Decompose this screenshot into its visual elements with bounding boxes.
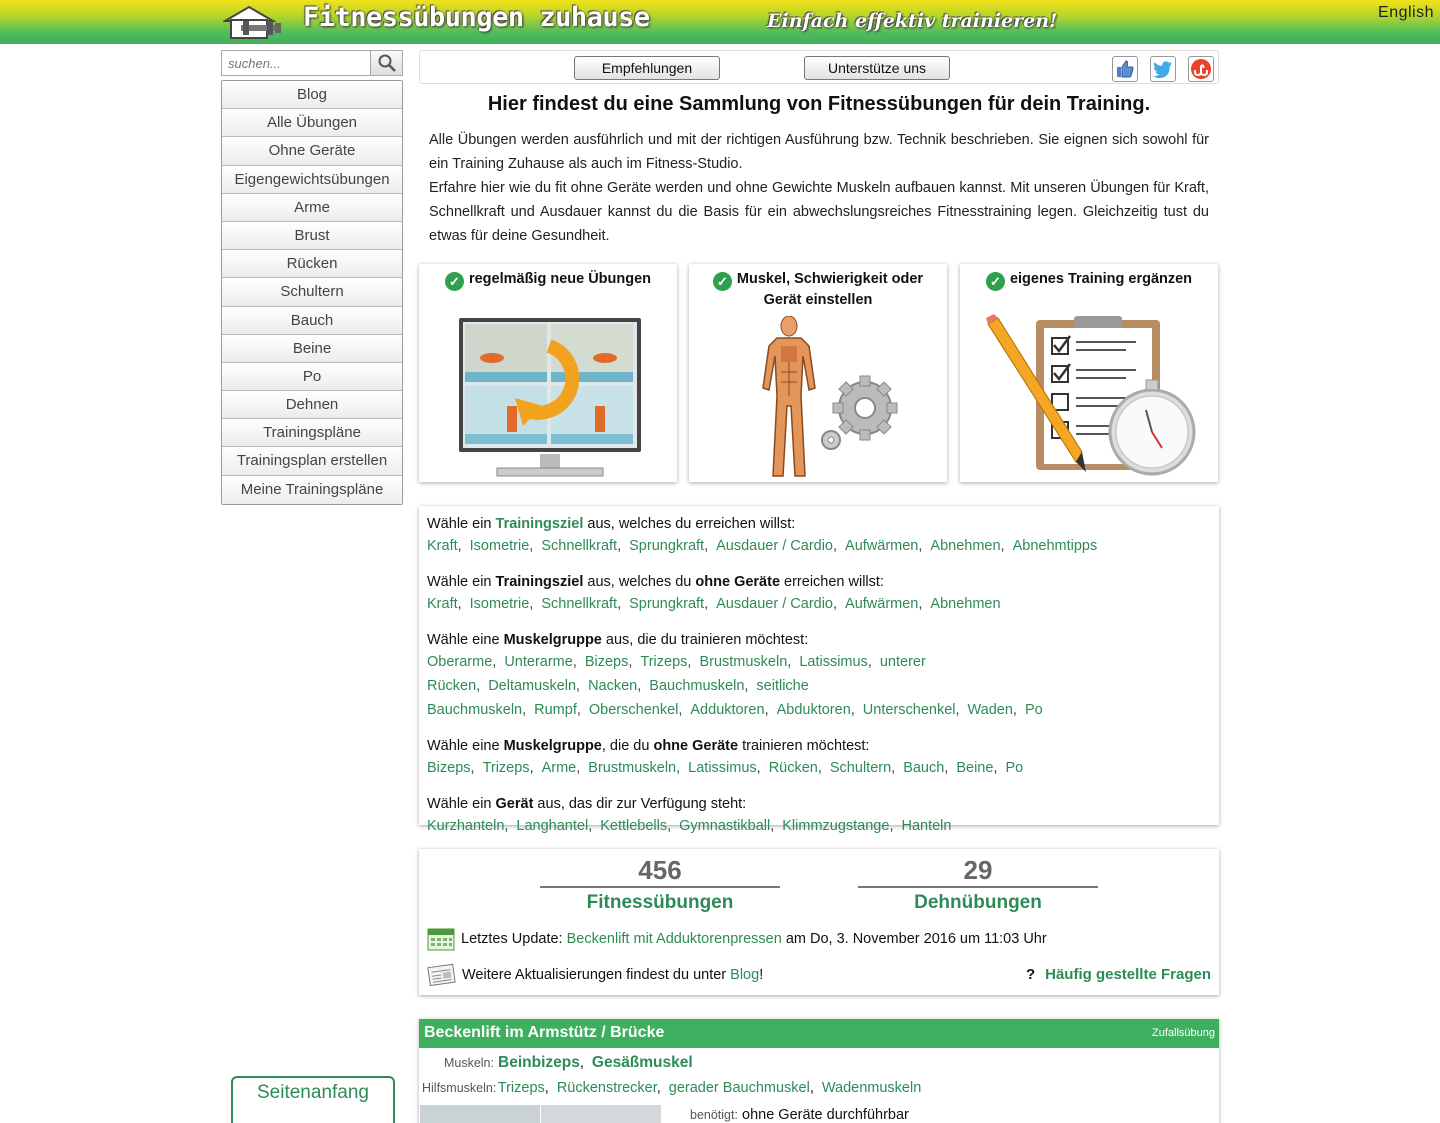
goal-option-link[interactable]: Bizeps (427, 760, 471, 776)
link-separator: , (457, 596, 462, 612)
link-separator: , (770, 818, 775, 834)
goal-block (427, 630, 1211, 722)
link-separator: , (504, 818, 509, 834)
feature-card-settings[interactable] (689, 264, 947, 482)
link-separator: , (1012, 702, 1017, 718)
aux-muscle-link[interactable]: Rückenstrecker (556, 1080, 657, 1096)
checkmark-icon: ✓ (445, 272, 464, 291)
goal-option-link[interactable]: Sprungkraft (629, 596, 705, 612)
goal-option-link[interactable]: Isometrie (469, 596, 530, 612)
link-separator: , (529, 596, 534, 612)
goal-option-link[interactable]: Rücken (768, 760, 818, 776)
last-update-row (427, 927, 1047, 951)
faq-link-row[interactable] (1026, 966, 1211, 983)
link-separator: , (787, 654, 792, 670)
goal-option-link[interactable]: Ausdauer / Cardio (716, 538, 833, 554)
like-button[interactable] (1112, 56, 1138, 82)
muscle-body-gear-icon (747, 316, 907, 480)
goal-option-link[interactable]: Rumpf (534, 702, 577, 718)
needed-value: ohne Geräte durchführbar (742, 1107, 909, 1123)
sidebar-item-ruecken[interactable]: Rücken (222, 250, 402, 278)
goal-option-link[interactable]: Abnehmen (930, 596, 1001, 612)
goal-option-link[interactable]: Trizeps (482, 760, 530, 776)
goal-option-link[interactable]: Bizeps (584, 654, 629, 670)
goal-option-link[interactable]: Brustmuskeln (699, 654, 788, 670)
goal-option-link[interactable]: Bauch (903, 760, 945, 776)
update-prefix: Letztes Update: (461, 931, 567, 947)
checkmark-icon: ✓ (713, 272, 732, 291)
goal-option-link[interactable]: Trizeps (640, 654, 688, 670)
feature-title-text: Muskel, Schwierigkeit oder Gerät einstellen (736, 271, 924, 308)
sidebar-item-beine[interactable]: Beine (222, 335, 402, 363)
link-separator: , (833, 596, 838, 612)
goal-option-link[interactable]: Aufwärmen (845, 538, 919, 554)
goal-links (427, 650, 1211, 722)
goal-option-link[interactable]: Gymnastikball (679, 818, 771, 834)
link-separator: , (756, 760, 761, 776)
goal-option-link[interactable]: Bauchmuskeln (649, 678, 745, 694)
goal-option-link[interactable]: Unterarme (504, 654, 573, 670)
update-suffix: am Do, 3. November 2016 um 11:03 Uhr (781, 931, 1047, 947)
goal-selector-panel (419, 506, 1219, 834)
exercise-title-link[interactable]: Beckenlift im Armstütz / Brücke (424, 1024, 665, 1041)
goal-option-link[interactable]: Klimmzugstange (782, 818, 890, 834)
recommendations-button[interactable]: Empfehlungen (574, 56, 720, 80)
link-separator: , (572, 654, 577, 670)
goal-option-link[interactable]: seitliche Bauchmuskeln (427, 678, 809, 718)
goal-heading: Wähle eine Muskelgruppe aus, die du trainieren möchtest: (427, 632, 809, 648)
stat-stretches-count: 29 (858, 855, 1098, 888)
goal-option-link[interactable]: Kraft (427, 538, 458, 554)
link-separator: , (867, 654, 872, 670)
goal-option-link[interactable]: Waden (967, 702, 1013, 718)
page-headline: Hier findest du eine Sammlung von Fitnessübungen für dein Training. (487, 93, 1151, 115)
goal-option-link[interactable]: Schultern (829, 760, 892, 776)
sidebar-item-trainingsplaene[interactable]: Trainingspläne (222, 419, 402, 447)
link-separator: , (676, 760, 681, 776)
aux-muscle-link[interactable]: Wadenmuskeln (821, 1080, 922, 1096)
twitter-icon (1152, 59, 1174, 79)
link-separator: , (833, 538, 838, 554)
goal-option-link[interactable]: Beine (956, 760, 994, 776)
link-separator: , (576, 760, 581, 776)
goal-links (427, 534, 1211, 558)
goal-option-link[interactable]: Latissimus (688, 760, 757, 776)
goal-links (427, 814, 1211, 838)
sidebar-item-eigengewicht[interactable]: Eigengewichtsübungen (222, 166, 402, 194)
goal-option-link[interactable]: Unterschenkel (862, 702, 956, 718)
link-separator: , (891, 760, 896, 776)
search-box (221, 50, 403, 76)
link-separator: , (529, 760, 534, 776)
link-separator: , (704, 596, 709, 612)
stat-exercises-count: 456 (540, 855, 780, 888)
link-separator: , (704, 538, 709, 554)
link-separator: , (744, 678, 749, 694)
goal-option-link[interactable]: Oberarme (427, 654, 493, 670)
goal-heading: Wähle ein Trainingsziel aus, welches du erreichen willst: (427, 516, 796, 532)
muscle-link[interactable]: Gesäßmuskel (591, 1054, 693, 1071)
stumbleupon-icon (1190, 58, 1212, 80)
goal-block (427, 572, 1211, 616)
calendar-icon (427, 927, 455, 951)
link-separator: , (817, 760, 822, 776)
link-separator: , (470, 760, 475, 776)
goal-option-link[interactable]: Kraft (427, 596, 458, 612)
sidebar-item-alle-uebungen[interactable]: Alle Übungen (222, 109, 402, 137)
goal-heading: Wähle ein Trainingsziel aus, welches du ohne Geräte erreichen willst: (427, 574, 884, 590)
header-bar (0, 0, 1440, 44)
aux-muscle-link[interactable]: gerader Bauchmuskel (668, 1080, 810, 1096)
link-separator: , (457, 538, 462, 554)
goal-option-link[interactable]: Kettlebells (600, 818, 668, 834)
search-input[interactable] (221, 50, 371, 76)
sidebar-item-blog[interactable]: Blog (222, 81, 402, 109)
sidebar-item-po[interactable]: Po (222, 363, 402, 391)
blog-suffix: ! (759, 967, 764, 983)
goal-block (427, 736, 1211, 780)
stats-panel (419, 849, 1219, 995)
link-separator: , (918, 596, 923, 612)
goal-option-link[interactable]: Nacken (588, 678, 638, 694)
aux-muscles-row: Hilfsmuskeln: Trizeps, Rückenstrecker, gerader Bauchmuskel, Wadenmuskeln (422, 1080, 922, 1096)
faq-link[interactable]: Häufig gestellte Fragen (1045, 966, 1211, 983)
goal-option-link[interactable]: Langhantel (516, 818, 589, 834)
site-slogan: Einfach effektiv trainieren! (767, 10, 1058, 32)
sidebar-item-bauch[interactable]: Bauch (222, 307, 402, 335)
goal-option-link[interactable]: Deltamuskeln (488, 678, 577, 694)
newspaper-icon (427, 963, 457, 987)
intro-paragraph: Erfahre hier wie du fit ohne Geräte werden und ohne Gewichte Muskeln aufbauen kannst. Mit unseren Übungen für Kraft, Schnellkraft und Ausdauer kannst du die Basis für ein abwechslungsreiches Fitnesstraining legen. Gleichzeitig tust du etwas für deine Gesundheit. (429, 180, 1209, 244)
exercise-title-bar (419, 1019, 1219, 1048)
goal-option-link[interactable]: Oberschenkel (588, 702, 679, 718)
link-separator: , (889, 818, 894, 834)
intro-text (429, 128, 1209, 248)
action-bar (419, 50, 1219, 84)
feature-card-own-training[interactable] (960, 264, 1218, 482)
link-separator: , (628, 654, 633, 670)
link-separator: , (667, 818, 672, 834)
goal-option-link[interactable]: Arme (541, 760, 577, 776)
feature-title-text: regelmäßig neue Übungen (468, 271, 652, 287)
sidebar-item-arme[interactable]: Arme (222, 194, 402, 222)
link-separator: , (637, 678, 642, 694)
goal-key-link[interactable]: Trainingsziel (495, 516, 584, 532)
goal-block (427, 794, 1211, 838)
sidebar-item-brust[interactable]: Brust (222, 222, 402, 250)
goal-option-link[interactable]: Schnellkraft (541, 596, 618, 612)
goal-option-link[interactable]: Abduktoren (776, 702, 851, 718)
muscles-label: Muskeln: (443, 1056, 494, 1070)
goal-option-link[interactable]: Aufwärmen (845, 596, 919, 612)
stat-stretches-label[interactable]: Dehnübungen (914, 892, 1042, 913)
exercise-thumbnail[interactable] (420, 1105, 540, 1123)
link-separator: , (918, 538, 923, 554)
goal-option-link[interactable]: unterer Rücken (427, 654, 926, 694)
feature-card-title (960, 270, 1218, 291)
goal-option-link[interactable]: Adduktoren (690, 702, 765, 718)
back-to-top-button[interactable]: Seitenanfang (231, 1076, 395, 1123)
like-icon (1115, 59, 1135, 79)
aux-muscles-label: Hilfsmuskeln: (422, 1081, 497, 1095)
feature-card-title (419, 270, 677, 291)
stat-exercises-label[interactable]: Fitnessübungen (586, 892, 734, 913)
question-mark-icon: ? (1025, 966, 1036, 983)
link-separator: , (993, 760, 998, 776)
blog-row (427, 963, 763, 987)
link-separator: , (617, 538, 622, 554)
sidebar-item-trainingsplan-erstellen[interactable]: Trainingsplan erstellen (222, 447, 402, 475)
link-separator: , (850, 702, 855, 718)
intro-paragraph: Alle Übungen werden ausführlich und mit der richtigen Ausführung bzw. Technik beschrieben. Sie eignen sich sowohl für ein Training Zuhause als auch im Fitness-Studio. (429, 132, 1209, 172)
goal-links (427, 592, 1211, 616)
site-title[interactable]: Fitnessübungen zuhause (303, 2, 650, 33)
twitter-button[interactable] (1150, 56, 1176, 82)
sidebar-nav (221, 80, 403, 505)
link-separator: , (576, 678, 581, 694)
feature-title-text: eigenes Training ergänzen (1009, 271, 1193, 287)
feature-card-title (689, 270, 947, 310)
random-exercise-panel (419, 1019, 1219, 1123)
link-separator: , (476, 678, 481, 694)
monitor-exercises-icon (457, 316, 643, 480)
link-separator: , (1000, 538, 1005, 554)
stat-exercises[interactable] (540, 855, 780, 914)
link-separator: , (678, 702, 683, 718)
sidebar-item-meine-trainingsplaene[interactable]: Meine Trainingspläne (222, 476, 402, 504)
goal-heading: Wähle ein Gerät aus, das dir zur Verfügung steht: (427, 796, 747, 812)
goal-option-link[interactable]: Isometrie (469, 538, 530, 554)
goal-option-link[interactable]: Sprungkraft (629, 538, 705, 554)
aux-muscle-link[interactable]: Trizeps (497, 1080, 545, 1096)
magnifier-icon (377, 53, 397, 73)
support-button[interactable]: Unterstütze uns (804, 56, 950, 80)
link-separator: , (492, 654, 497, 670)
sidebar-item-dehnen[interactable]: Dehnen (222, 391, 402, 419)
update-exercise-link[interactable]: Beckenlift mit Adduktorenpressen (566, 931, 782, 947)
link-separator: , (576, 702, 581, 718)
link-separator: , (617, 596, 622, 612)
checkmark-icon: ✓ (986, 272, 1005, 291)
goal-option-link[interactable]: Po (1024, 702, 1043, 718)
exercise-thumbnail[interactable] (541, 1105, 661, 1123)
goal-option-link[interactable]: Schnellkraft (541, 538, 618, 554)
goal-option-link[interactable]: Brustmuskeln (588, 760, 677, 776)
sidebar-item-ohne-geraete[interactable]: Ohne Geräte (222, 137, 402, 165)
link-separator: , (687, 654, 692, 670)
muscles-row: Muskeln: Beinbizeps, Gesäßmuskel (422, 1054, 693, 1072)
blog-prefix: Weitere Aktualisierungen findest du unter (462, 967, 731, 983)
blog-link[interactable]: Blog (730, 967, 760, 983)
goal-heading: Wähle eine Muskelgruppe, die du ohne Geräte trainieren möchtest: (427, 738, 870, 754)
feature-card-new-exercises[interactable] (419, 264, 677, 482)
random-exercise-link[interactable]: Zufallsübung (1152, 1027, 1215, 1039)
needed-row (690, 1107, 909, 1123)
link-separator: , (588, 818, 593, 834)
language-switch-link[interactable]: English (1378, 4, 1434, 21)
link-separator: , (944, 760, 949, 776)
search-button[interactable] (370, 50, 403, 76)
link-separator: , (522, 702, 527, 718)
sidebar-item-schultern[interactable]: Schultern (222, 278, 402, 306)
house-logo-icon[interactable] (223, 4, 285, 40)
goal-option-link[interactable]: Kurzhanteln (427, 818, 505, 834)
clipboard-stopwatch-icon (986, 314, 1198, 480)
goal-option-link[interactable]: Hanteln (901, 818, 952, 834)
goal-option-link[interactable]: Abnehmtipps (1012, 538, 1098, 554)
muscle-link[interactable]: Beinbizeps (498, 1054, 580, 1071)
link-separator: , (529, 538, 534, 554)
goal-option-link[interactable]: Latissimus (799, 654, 868, 670)
stumbleupon-button[interactable] (1188, 56, 1214, 82)
needed-label: benötigt: (690, 1108, 738, 1122)
stat-stretches[interactable] (858, 855, 1098, 914)
link-separator: , (764, 702, 769, 718)
goal-option-link[interactable]: Po (1005, 760, 1024, 776)
goal-links (427, 756, 1211, 780)
goal-option-link[interactable]: Ausdauer / Cardio (716, 596, 833, 612)
goal-option-link[interactable]: Abnehmen (930, 538, 1001, 554)
link-separator: , (955, 702, 960, 718)
goal-block (427, 514, 1211, 558)
